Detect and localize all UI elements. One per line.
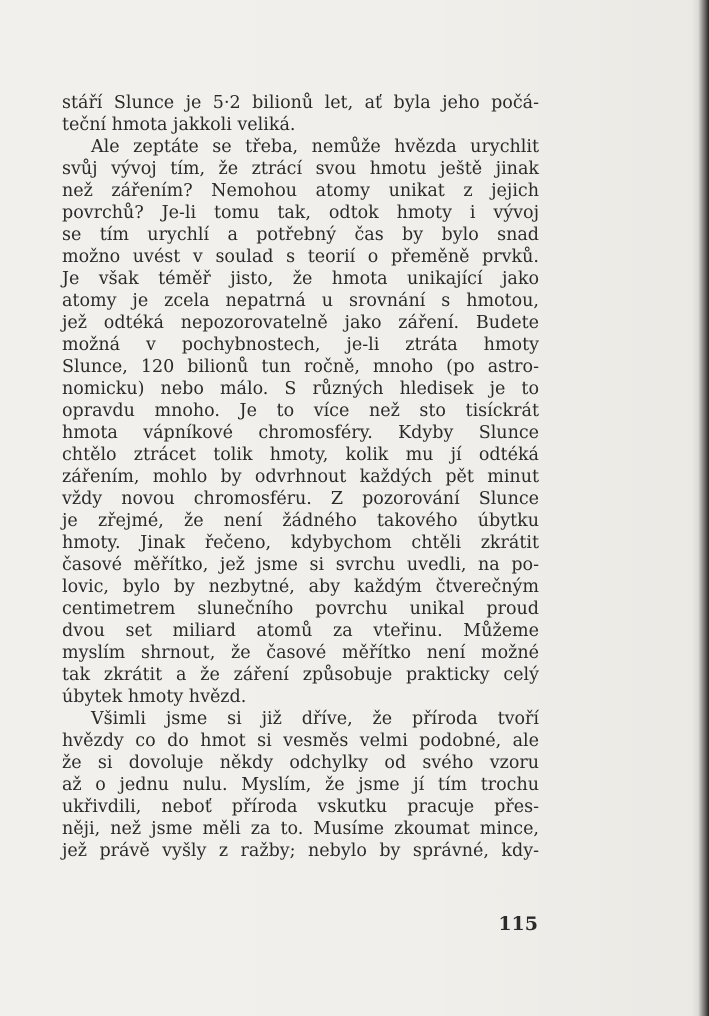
- text-line: tak zkrátit a že záření způsobuje prakticky celý: [62, 665, 539, 685]
- text-line: povrchů? Je-li tomu tak, odtok hmoty i vývoj: [62, 203, 539, 223]
- text-line: stáří Slunce je 5·2 bilionů let, ať byla jeho počá-: [62, 93, 539, 113]
- text-line: atomy je zcela nepatrná u srovnání s hmotou,: [62, 291, 539, 311]
- text-line: centimetrem slunečního povrchu unikal proud: [62, 599, 539, 619]
- text-line: hmoty. Jinak řečeno, kdybychom chtěli zkrátit: [62, 533, 539, 553]
- text-line: jež odtéká nepozorovatelně jako záření. Budete: [62, 313, 539, 333]
- text-line: zářením, mohlo by odvrhnout každých pět minut: [62, 467, 539, 487]
- paragraph-start-line: Všimli jsme si již dříve, že příroda tvoří: [91, 709, 539, 729]
- text-line: opravdu mnoho. Je to více než sto tisíckrát: [62, 401, 539, 421]
- text-line: možno uvést v soulad s teorií o přeměně prvků.: [62, 247, 539, 267]
- text-line: dvou set miliard atomů za vteřinu. Můžeme: [62, 621, 539, 641]
- text-line: časové měřítko, jež jsme si svrchu uvedli, na po-: [62, 555, 539, 575]
- text-line: úbytek hmoty hvězd.: [62, 687, 247, 707]
- text-line: Je však téměř jisto, že hmota unikající jako: [62, 269, 539, 289]
- text-line: Slunce, 120 bilionů tun ročně, mnoho (po astro-: [62, 357, 539, 377]
- text-line: je zřejmé, že není žádného takového úbytku: [62, 511, 539, 531]
- paragraph-start-line: Ale zeptáte se třeba, nemůže hvězda urychlit: [91, 137, 539, 157]
- text-line: až o jednu nulu. Myslím, že jsme jí tím trochu: [62, 775, 539, 795]
- page-edge-shadow: [691, 0, 709, 1016]
- text-line: hmota vápníkové chromosféry. Kdyby Slunce: [62, 423, 539, 443]
- text-line: myslím shrnout, že časové měřítko není možné: [62, 643, 539, 663]
- text-line: svůj vývoj tím, že ztrácí svou hmotu ještě jinak: [62, 159, 539, 179]
- text-line: než zářením? Nemohou atomy unikat z jejich: [62, 181, 539, 201]
- text-line: hvězdy co do hmot si vesměs velmi podobné, ale: [62, 731, 539, 751]
- text-line: se tím urychlí a potřebný čas by bylo snad: [62, 225, 539, 245]
- text-line: teční hmota jakkoli veliká.: [62, 115, 296, 135]
- text-line: jež právě vyšly z ražby; nebylo by správné, kdy-: [62, 841, 539, 861]
- text-line: možná v pochybnostech, je-li ztráta hmoty: [62, 335, 539, 355]
- text-line: nomicku) nebo málo. S různých hledisek je to: [62, 379, 539, 399]
- page-number: 115: [498, 913, 538, 935]
- text-line: lovic, bylo by nezbytné, aby každým čtverečným: [62, 577, 539, 597]
- text-line: vždy novou chromosféru. Z pozorování Slunce: [62, 489, 539, 509]
- text-line: chtělo ztrácet tolik hmoty, kolik mu jí odtéká: [62, 445, 539, 465]
- text-line: něji, než jsme měli za to. Musíme zkoumat mince,: [62, 819, 539, 839]
- text-line: že si dovoluje někdy odchylky od svého vzoru: [62, 753, 539, 773]
- text-line: ukřivdili, neboť příroda vskutku pracuje přes-: [62, 797, 539, 817]
- body-text: [62, 92, 539, 862]
